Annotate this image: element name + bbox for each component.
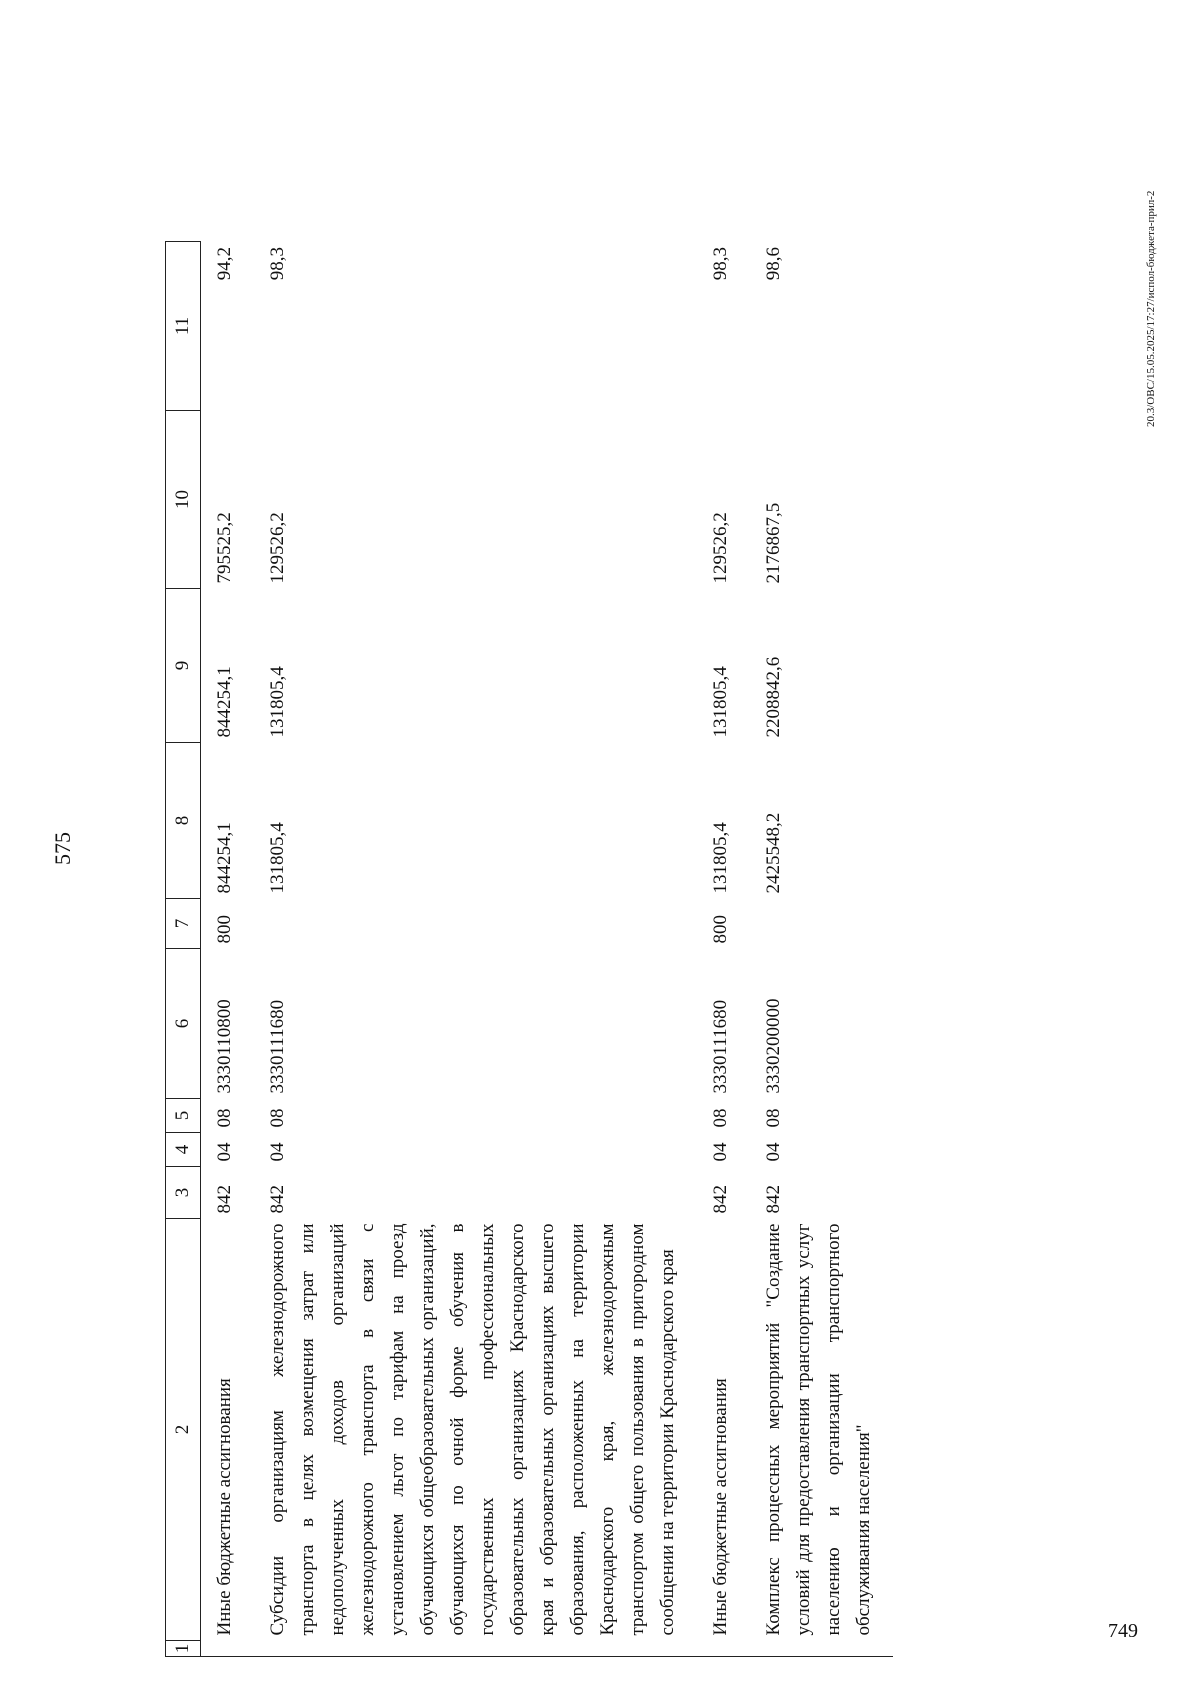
column-header: 3 xyxy=(166,1167,201,1219)
row-number-cell xyxy=(201,1641,255,1657)
row-number-cell xyxy=(254,1641,697,1657)
expense-type-cell xyxy=(254,899,697,949)
expense-type-cell: 800 xyxy=(214,915,235,944)
column-header: 1 xyxy=(166,1641,201,1657)
column-header: 8 xyxy=(166,743,201,899)
expense-type-cell: 800 xyxy=(710,915,731,944)
row-name-cell: Комплекс процессных мероприятий "Создание условий для предоставления транспортных услуг населению и организации транспортного обслуживания населения" xyxy=(763,1223,874,1636)
amount-cell: 129526,2 xyxy=(267,512,288,584)
row-name-cell: Иные бюджетные ассигнования xyxy=(710,1378,731,1636)
percent-cell: 98,3 xyxy=(710,247,731,281)
table-header-row xyxy=(166,242,201,1657)
subsection-cell: 08 xyxy=(267,1108,288,1128)
percent-cell: 98,3 xyxy=(267,247,288,281)
target-article-cell: 3330111680 xyxy=(267,999,288,1094)
amount-cell: 131805,4 xyxy=(710,822,731,894)
amount-cell: 129526,2 xyxy=(710,512,731,584)
document-footer-code: 20.3/OBC/15.05.2025/17:27/испол-бюджета-прил-2 xyxy=(1145,190,1157,427)
percent-cell: 98,6 xyxy=(763,247,784,281)
inner-page-number: 575 xyxy=(50,832,75,865)
column-header: 2 xyxy=(166,1219,201,1641)
row-number-cell xyxy=(697,1641,750,1657)
amount-cell: 795525,2 xyxy=(214,512,235,584)
page-number: 749 xyxy=(1108,1620,1138,1642)
target-article-cell: 3330200000 xyxy=(763,998,784,1094)
code-cell: 842 xyxy=(710,1185,731,1214)
row-number-cell xyxy=(750,1641,893,1657)
percent-cell: 94,2 xyxy=(214,247,235,281)
code-cell: 842 xyxy=(763,1185,784,1214)
section-cell: 04 xyxy=(763,1142,784,1162)
table-row xyxy=(750,242,893,1657)
target-article-cell: 3330111680 xyxy=(710,999,731,1094)
amount-cell: 2176867,5 xyxy=(763,502,784,584)
code-cell: 842 xyxy=(267,1185,288,1214)
column-header: 11 xyxy=(166,242,201,411)
amount-cell: 2425548,2 xyxy=(763,812,784,894)
budget-table xyxy=(165,241,893,1657)
amount-cell: 131805,4 xyxy=(267,822,288,894)
section-cell: 04 xyxy=(214,1142,235,1162)
column-header: 6 xyxy=(166,949,201,1099)
target-article-cell: 3330110800 xyxy=(214,999,235,1094)
column-header: 5 xyxy=(166,1099,201,1133)
subsection-cell: 08 xyxy=(214,1108,235,1128)
column-header: 10 xyxy=(166,411,201,589)
section-cell: 04 xyxy=(267,1142,288,1162)
expense-type-cell xyxy=(750,899,893,949)
row-name-cell: Иные бюджетные ассигнования xyxy=(214,1378,235,1636)
column-header: 4 xyxy=(166,1133,201,1167)
subsection-cell: 08 xyxy=(763,1108,784,1128)
row-name-cell: Субсидии организациям железнодорожного транспорта в целях возмещения затрат или недополученных доходов организаций железнодорожного транспорта в связи с установлением льгот по тарифам на проезд обучающихся общеобразовательных организаций, обучающихся по очной форме обучения в государственных профессиональных образовательных организациях Краснодарского края и образовательных организациях высшего образования, расположенных на территории Краснодарского края, железнодорожным транспортом общего пользования в пригородном сообщении на территории Краснодарского края xyxy=(267,1223,678,1636)
amount-cell: 131805,4 xyxy=(710,666,731,738)
section-cell: 04 xyxy=(710,1142,731,1162)
table-row xyxy=(201,242,255,1657)
table-row xyxy=(254,242,697,1657)
column-header: 9 xyxy=(166,589,201,743)
column-header: 7 xyxy=(166,899,201,949)
amount-cell: 844254,1 xyxy=(214,822,235,894)
amount-cell: 2208842,6 xyxy=(763,656,784,738)
table-row xyxy=(697,242,750,1657)
subsection-cell: 08 xyxy=(710,1108,731,1128)
amount-cell: 131805,4 xyxy=(267,666,288,738)
amount-cell: 844254,1 xyxy=(214,666,235,738)
code-cell: 842 xyxy=(214,1185,235,1214)
